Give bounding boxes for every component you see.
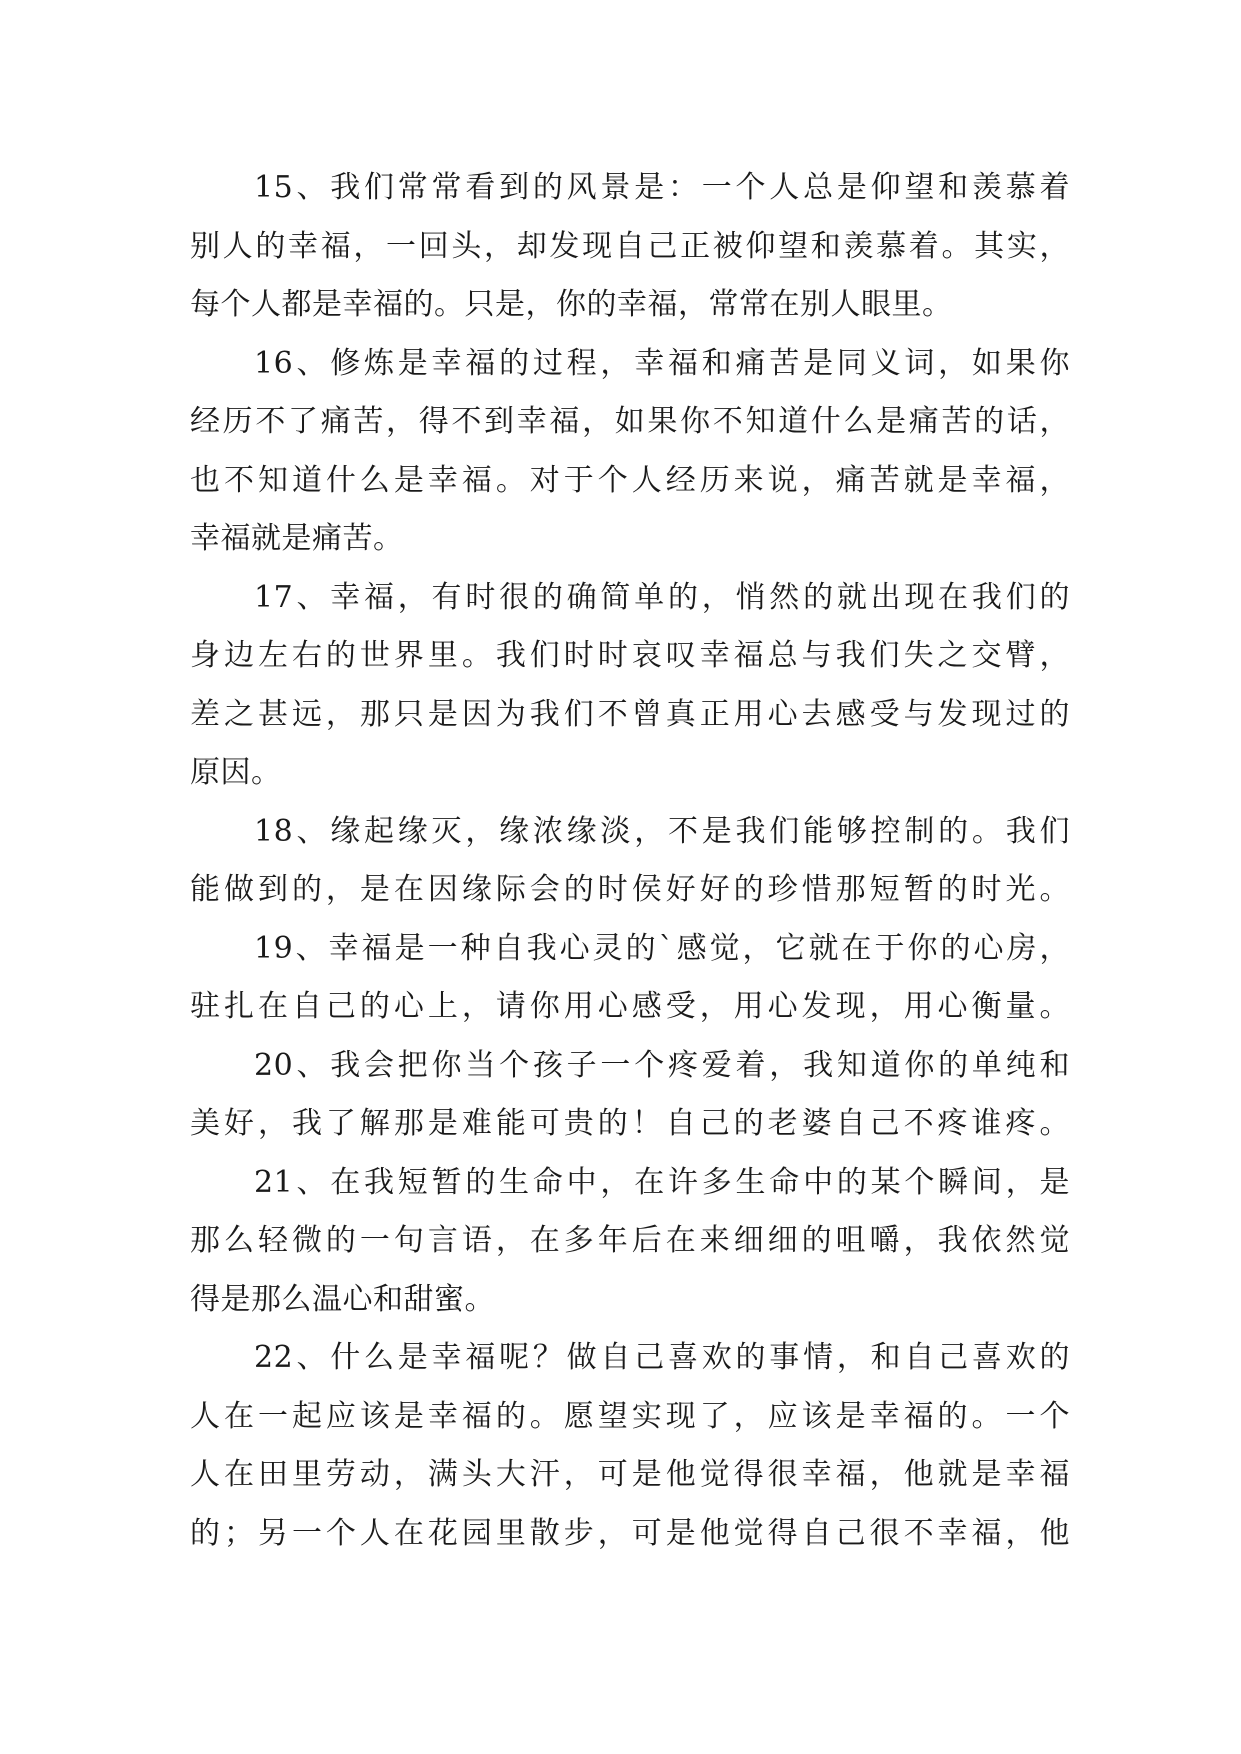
paragraph-18: [190, 803, 1070, 920]
text-line: 15、我们常常看到的风景是：一个人总是仰望和羡慕着: [254, 170, 1070, 205]
text-line: 差之甚远，那只是因为我们不曾真正用心去感受与发现过的: [190, 696, 1070, 732]
paragraph-22: [190, 1329, 1070, 1563]
paragraph-21: [190, 1154, 1070, 1330]
text-line: 得是那么温心和甜蜜。: [190, 1281, 495, 1317]
text-line: 驻扎在自己的心上，请你用心感受，用心发现，用心衡量。: [190, 989, 1070, 1024]
text-line: 22、什么是幸福呢？做自己喜欢的事情，和自己喜欢的: [254, 1340, 1070, 1375]
document-body: [190, 159, 1070, 1563]
text-line: 也不知道什么是幸福。对于个人经历来说，痛苦就是幸福，: [190, 462, 1070, 498]
text-line: 21、在我短暂的生命中，在许多生命中的某个瞬间，是: [254, 1164, 1070, 1200]
text-line: 能做到的，是在因缘际会的时侯好好的珍惜那短暂的时光。: [190, 872, 1070, 907]
paragraph-19: [190, 920, 1070, 1037]
text-line: 的；另一个人在花园里散步，可是他觉得自己很不幸福，他: [190, 1515, 1070, 1551]
text-line: 美好，我了解那是难能可贵的！自己的老婆自己不疼谁疼。: [190, 1106, 1070, 1141]
text-line: 人在田里劳动，满头大汗，可是他觉得很幸福，他就是幸福: [190, 1457, 1070, 1492]
text-line: 那么轻微的一句言语，在多年后在来细细的咀嚼，我依然觉: [190, 1223, 1070, 1258]
paragraph-15: [190, 159, 1070, 335]
paragraph-20: [190, 1037, 1070, 1154]
text-line: 16、修炼是幸福的过程，幸福和痛苦是同义词，如果你: [254, 345, 1070, 381]
text-line: 别人的幸福，一回头，却发现自己正被仰望和羡慕着。其实，: [190, 228, 1070, 264]
text-line: 原因。: [190, 755, 282, 790]
text-line: 身边左右的世界里。我们时时哀叹幸福总与我们失之交臂，: [190, 638, 1070, 673]
paragraph-17: [190, 569, 1070, 803]
text-line: 18、缘起缘灭，缘浓缘淡，不是我们能够控制的。我们: [254, 813, 1070, 849]
paragraph-16: [190, 335, 1070, 569]
text-line: 20、我会把你当个孩子一个疼爱着，我知道你的单纯和: [254, 1047, 1070, 1083]
text-line: 每个人都是幸福的。只是，你的幸福，常常在别人眼里。: [190, 287, 953, 322]
text-line: 幸福就是痛苦。: [190, 521, 404, 556]
text-line: 人在一起应该是幸福的。愿望实现了，应该是幸福的。一个: [190, 1398, 1070, 1434]
text-line: 经历不了痛苦，得不到幸福，如果你不知道什么是痛苦的话，: [190, 404, 1070, 439]
text-line: 19、幸福是一种自我心灵的`感觉，它就在于你的心房，: [254, 930, 1070, 966]
text-line: 17、幸福，有时很的确简单的，悄然的就出现在我们的: [254, 579, 1070, 615]
